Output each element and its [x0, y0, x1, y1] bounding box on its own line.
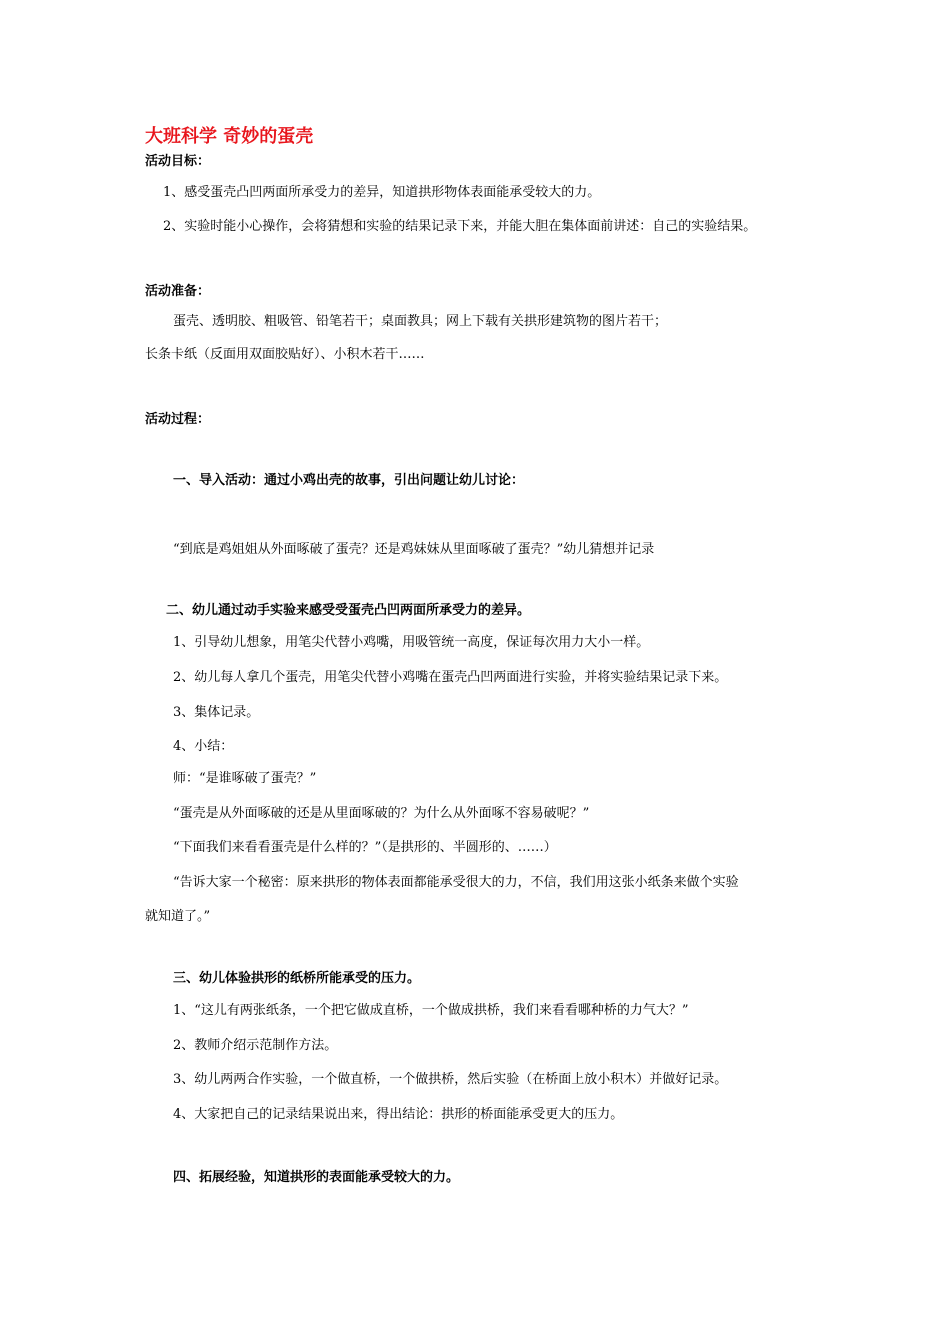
part2-line-1: 1、引导幼儿想象，用笔尖代替小鸡嘴，用吸管统一高度，保证每次用力大小一样。 — [173, 635, 650, 650]
goal-item-2: 2、实验时能小心操作，会将猜想和实验的结果记录下来，并能大胆在集体面前讲述：自己的实验结果。 — [163, 219, 757, 234]
part2-line-2: 2、幼儿每人拿几个蛋壳，用笔尖代替小鸡嘴在蛋壳凸凹两面进行实验，并将实验结果记录下来。 — [173, 670, 728, 685]
part2-line-7: “下面我们来看看蛋壳是什么样的？”（是拱形的、半圆形的、……） — [173, 840, 557, 855]
part2-line-5: 师：“是谁啄破了蛋壳？” — [173, 771, 317, 786]
part2-line-3: 3、集体记录。 — [173, 705, 260, 720]
part2-heading: 二、幼儿通过动手实验来感受受蛋壳凸凹两面所承受力的差异。 — [166, 603, 531, 618]
prep-line-2: 长条卡纸（反面用双面胶贴好）、小积木若干…… — [145, 347, 425, 362]
goal-item-1: 1、感受蛋壳凸凹两面所承受力的差异，知道拱形物体表面能承受较大的力。 — [163, 185, 601, 200]
part3-line-1: 1、“这儿有两张纸条，一个把它做成直桥，一个做成拱桥，我们来看看哪种桥的力气大？” — [173, 1003, 689, 1018]
part2-line-4: 4、小结： — [173, 739, 234, 754]
part4-heading: 四、拓展经验，知道拱形的表面能承受较大的力。 — [173, 1170, 460, 1185]
part2-line-6: “蛋壳是从外面啄破的还是从里面啄破的？为什么从外面啄不容易破呢？” — [173, 806, 590, 821]
part2-line-9: 就知道了。” — [145, 909, 211, 924]
prep-line-1: 蛋壳、透明胶、粗吸管、铅笔若干；桌面教具；网上下载有关拱形建筑物的图片若干； — [173, 314, 668, 329]
part3-line-2: 2、教师介绍示范制作方法。 — [173, 1038, 338, 1053]
doc-title: 大班科学 奇妙的蛋壳 — [145, 126, 314, 147]
prep-heading: 活动准备： — [145, 284, 211, 299]
part2-line-8: “告诉大家一个秘密：原来拱形的物体表面都能承受很大的力，不信，我们用这张小纸条来做个实验 — [173, 875, 739, 890]
part1-text: “到底是鸡姐姐从外面啄破了蛋壳？还是鸡妹妹从里面啄破了蛋壳？”幼儿猜想并记录 — [173, 542, 655, 557]
part3-line-4: 4、大家把自己的记录结果说出来，得出结论：拱形的桥面能承受更大的压力。 — [173, 1107, 624, 1122]
part3-heading: 三、幼儿体验拱形的纸桥所能承受的压力。 — [173, 971, 421, 986]
part1-heading: 一、导入活动：通过小鸡出壳的故事，引出问题让幼儿讨论： — [173, 473, 525, 488]
goals-heading: 活动目标： — [145, 154, 211, 169]
process-heading: 活动过程： — [145, 412, 211, 427]
part3-line-3: 3、幼儿两两合作实验，一个做直桥，一个做拱桥，然后实验（在桥面上放小积木）并做好记录。 — [173, 1072, 728, 1087]
